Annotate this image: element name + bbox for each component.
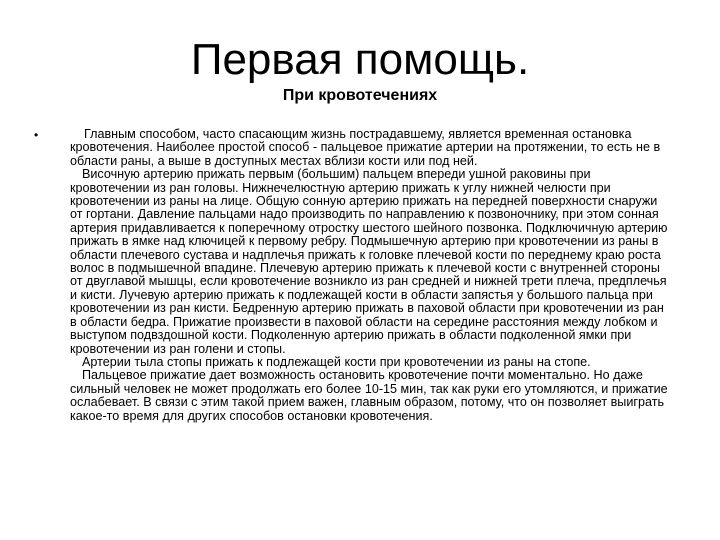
slide-title: Первая помощь.	[190, 35, 530, 84]
slide-subtitle: При кровотечениях	[282, 87, 438, 104]
paragraph: Артерии тыла стопы прижать к подлежащей кости при кровотечении из раны на стопе.	[82, 354, 591, 369]
paragraph: Височную артерию прижать первым (большим) пальцем впереди ушной раковины при кровотечении из ран головы. Нижнечелюстную артерию прижать к углу нижней челюсти при кровотечении из раны на лице. Общую сонную артерию прижать на передней поверхности снаружи от гортани. Давление пальцами надо производить по направлению к позвоночнику, при этом сонная артерия придавливается к поперечному отростку шестого шейного позвонка. Подключичную артерию прижать в ямке над ключицей к первому ребру. Подмышечную артерию при кровотечении из раны в области плечевого сустава и надплечья прижать к головке плечевой кости по переднему краю роста волос в подмышечной впадине. Плечевую артерию прижать к плечевой кости с внутренней стороны от двуглавой мышцы, если кровотечение возникло из ран средней и нижней трети плеча, предплечья и кисти. Лучевую артерию прижать к подлежащей кости в области запястья у большого пальца при кровотечении из ран кисти. Бедренную артерию прижать в паховой области при кровотечении из ран в области бедра. Прижатие произвести в паховой области на середине расстояния между лобком и выступом подвздошной кости. Подколенную артерию прижать в области подколенной ямки при кровотечении из ран голени и стопы.	[70, 167, 668, 356]
paragraph: Пальцевое прижатие дает возможность остановить кровотечение почти моментально. Но даже сильный человек не может продолжать его более 10-15 мин, так как руки его утомляются, и прижатие ослабевает. В связи с этим такой прием важен, главным образом, потому, что он позволяет выиграть какое-то время для других способов остановки кровотечения.	[70, 368, 668, 423]
paragraph: Главным способом, часто спасающим жизнь пострадавшему, является временная остановка кровотечения. Наиболее простой способ - пальцевое прижатие артерии на протяжении, то есть не в области раны, а выше в доступных местах вблизи кости или под ней.	[70, 127, 661, 168]
body-text	[70, 128, 670, 423]
bullet-marker: •	[34, 128, 39, 142]
